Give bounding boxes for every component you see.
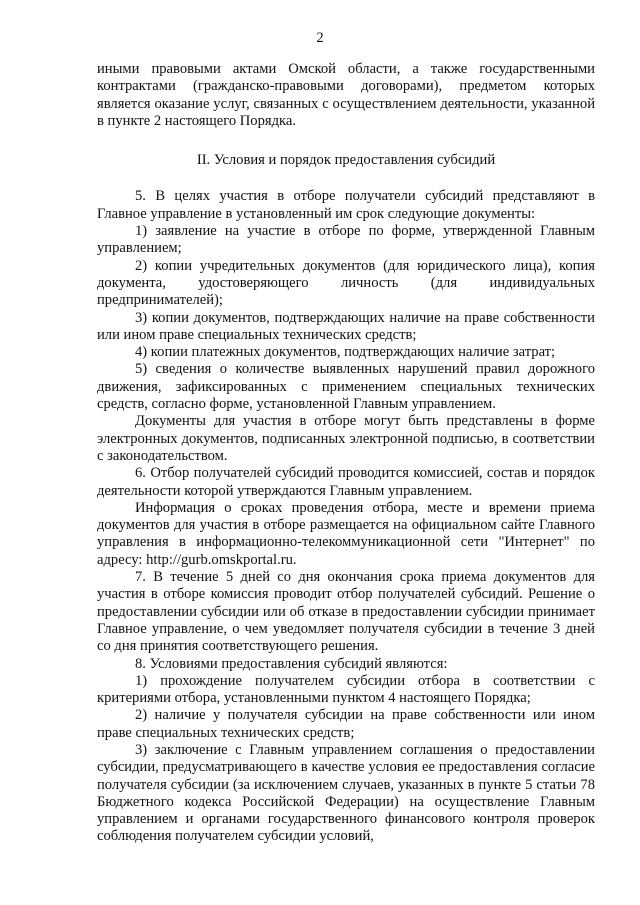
paragraph: 2) наличие у получателя субсидии на праве собственности или ином праве специальных технических средств; — [97, 707, 595, 741]
paragraph: 2) копии учредительных документов (для юридического лица), копия документа, удостоверяющего личность (для индивидуальных предпринимателей); — [97, 257, 595, 309]
document-body — [97, 61, 595, 846]
paragraph: Документы для участия в отборе могут быть представлены в форме электронных документов, подписанных электронной подписью, в соответствии с законодательством. — [97, 413, 595, 464]
page-number: 2 — [316, 30, 324, 46]
section-heading: II. Условия и порядок предоставления субсидий — [196, 152, 496, 169]
paragraph: 8. Условиями предоставления субсидий являются: — [135, 655, 448, 672]
paragraph: 5) сведения о количестве выявленных нарушений правил дорожного движения, зафиксированных с применением специальных технических средств, согласно форме, установленной Главным управлением. — [97, 361, 595, 413]
paragraph: 5. В целях участия в отборе получатели субсидий представляют в Главное управление в установленный им срок следующие документы: — [97, 188, 595, 222]
paragraph: 1) заявление на участие в отборе по форме, утвержденной Главным управлением; — [97, 223, 595, 257]
paragraph: 3) заключение с Главным управлением соглашения о предоставлении субсидии, предусматривающего в качестве условия ее предоставления согласие получателя субсидии (за исключением случаев, указанных в пункте 5 статьи 78 Бюджетного кодекса Российской Федерации) на осуществление Главным управлением и органами государственного финансового контроля проверок соблюдения получателем субсидии условий, — [97, 741, 595, 845]
paragraph: иными правовыми актами Омской области, а также государственными контрактами (гражданско-правовыми договорами), предметом которых является оказание услуг, связанных с осуществлением деятельности, указанной в пункте 2 настоящего Порядка. — [97, 61, 595, 129]
paragraph: 3) копии документов, подтверждающих наличие на праве собственности или ином праве специальных технических средств; — [97, 309, 595, 343]
paragraph: 4) копии платежных документов, подтверждающих наличие затрат; — [135, 344, 556, 361]
paragraph: Информация о сроках проведения отбора, месте и времени приема документов для участия в отборе размещается на официальном сайте Главного управления в информационно-телекоммуникационной сети "Интернет" по адресу: http://gurb.omskportal.ru. — [97, 499, 595, 568]
paragraph: 1) прохождение получателем субсидии отбора в соответствии с критериями отбора, установленными пунктом 4 настоящего Порядка; — [97, 672, 595, 707]
paragraph: 6. Отбор получателей субсидий проводится комиссией, состав и порядок деятельности которой утверждаются Главным управлением. — [97, 465, 595, 499]
paragraph: 7. В течение 5 дней со дня окончания срока приема документов для участия в отборе комиссия проводит отбор получателей субсидий. Решение о предоставлении субсидии или об отказе в предоставлении субсидии принимает Главное управление, о чем уведомляет получателя субсидии в течение 3 дней со дня принятия соответствующего решения. — [97, 569, 595, 655]
